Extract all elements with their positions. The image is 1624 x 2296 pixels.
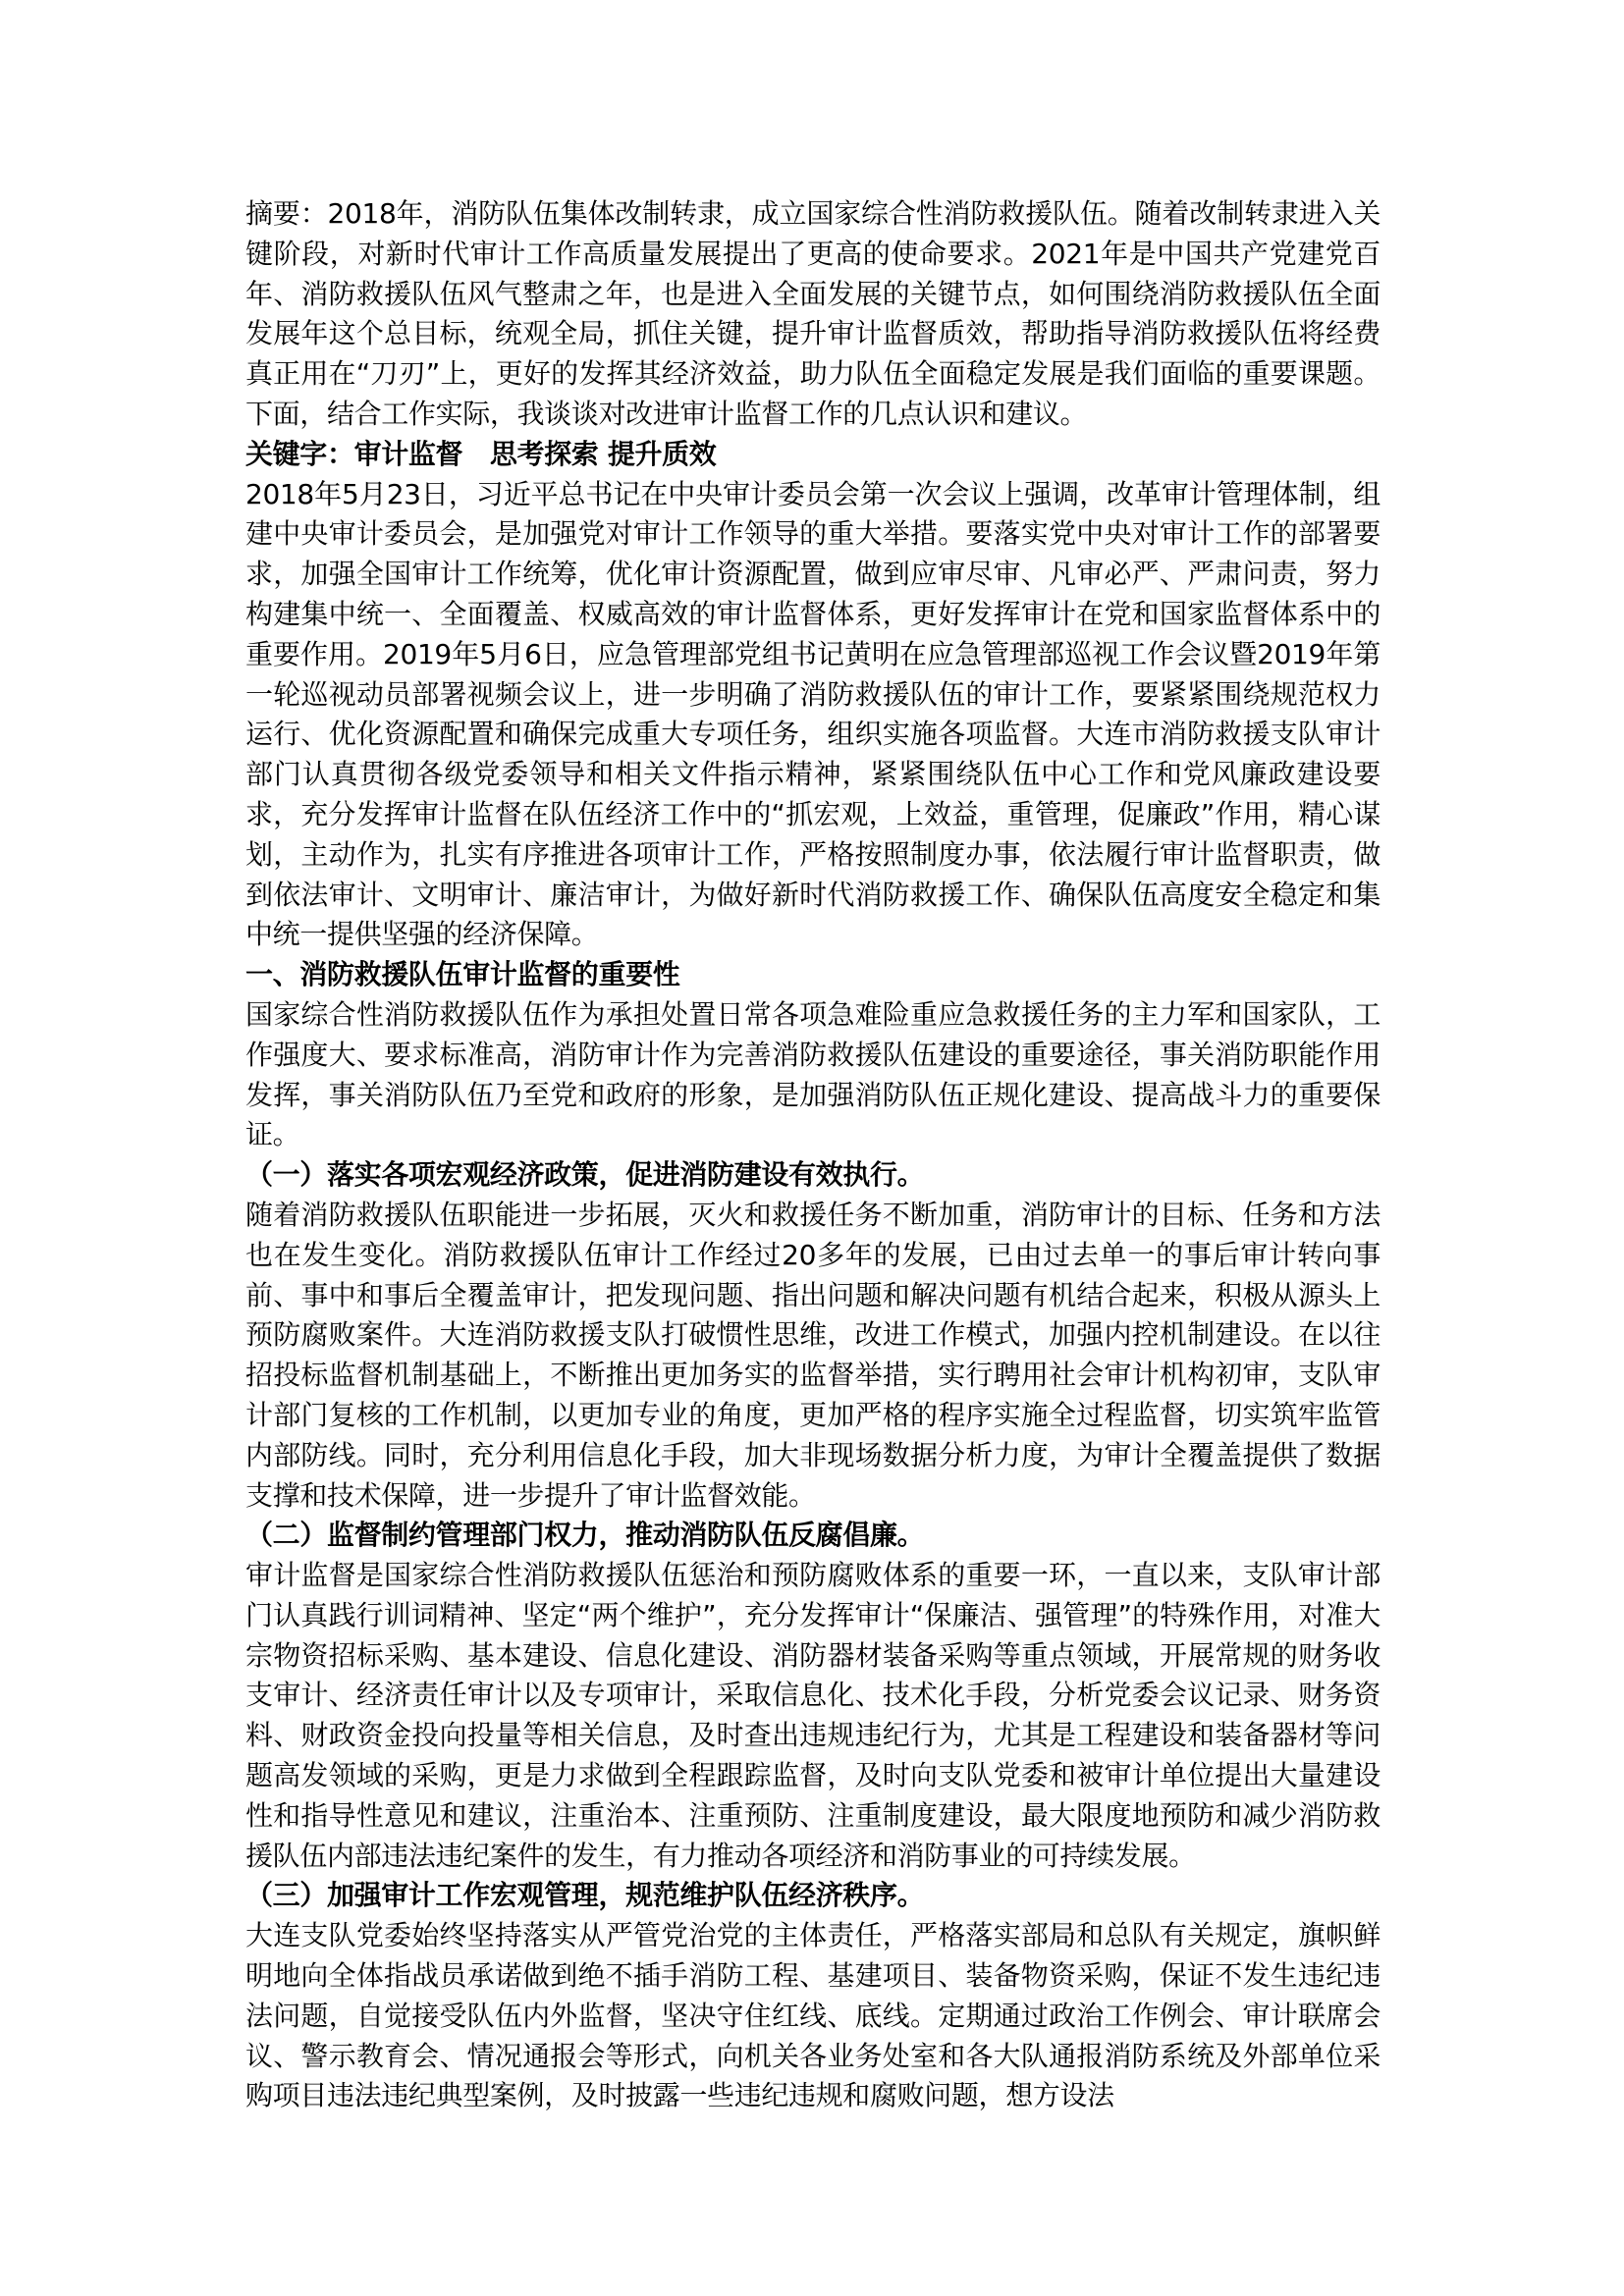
subsection-3-paragraph: 大连支队党委始终坚持落实从严管党治党的主体责任，严格落实部局和总队有关规定，旗帜鲜明地向全体指战员承诺做到绝不插手消防工程、基建项目、装备物资采购，保证不发生违纪违法问题，自觉接受队伍内外监督，坚决守住红线、底线。定期通过政治工作例会、审计联席会议、警示教育会、情况通报会等形式，向机关各业务处室和各大队通报消防系统及外部单位采购项目违法违纪典型案例，及时披露一些违纪违规和腐败问题，想方设法 <box>245 1919 1380 2112</box>
intro-paragraph: 2018年5月23日，习近平总书记在中央审计委员会第一次会议上强调，改革审计管理体制，组建中央审计委员会，是加强党对审计工作领导的重大举措。要落实党中央对审计工作的部署要求，加强全国审计工作统筹，优化审计资源配置，做到应审尽审、凡审必严、严肃问责，努力构建集中统一、全面覆盖、权威高效的审计监督体系，更好发挥审计在党和国家监督体系中的重要作用。2019年5月6日，应急管理部党组书记黄明在应急管理部巡视工作会议暨2019年第一轮巡视动员部署视频会议上，进一步明确了消防救援队伍的审计工作，要紧紧围绕规范权力运行、优化资源配置和确保完成重大专项任务，组织实施各项监督。大连市消防救援支队审计部门认真贯彻各级党委领导和相关文件指示精神，紧紧围绕队伍中心工作和党风廉政建设要求，充分发挥审计监督在队伍经济工作中的“抓宏观，上效益，重管理，促廉政”作用，精心谋划，主动作为，扎实有序推进各项审计工作，严格按照制度办事，依法履行审计监督职责，做到依法审计、文明审计、廉洁审计，为做好新时代消防救援工作、确保队伍高度安全稳定和集中统一提供坚强的经济保障。 <box>245 477 1380 951</box>
section-1-heading: 一、消防救援队伍审计监督的重要性 <box>245 958 680 991</box>
document-page <box>245 194 1380 2116</box>
subsection-1-heading: （一）落实各项宏观经济政策，促进消防建设有效执行。 <box>245 1158 925 1192</box>
subsection-2-paragraph: 审计监督是国家综合性消防救援队伍惩治和预防腐败体系的重要一环，一直以来，支队审计部门认真践行训词精神、坚定“两个维护”，充分发挥审计“保廉洁、强管理”的特殊作用，对准大宗物资招标采购、基本建设、信息化建设、消防器材装备采购等重点领域，开展常规的财务收支审计、经济责任审计以及专项审计，采取信息化、技术化手段，分析党委会议记录、财务资料、财政资金投向投量等相关信息，及时查出违规违纪行为，尤其是工程建设和装备器材等问题高发领域的采购，更是力求做到全程跟踪监督，及时向支队党委和被审计单位提出大量建设性和指导性意见和建议，注重治本、注重预防、注重制度建设，最大限度地预防和减少消防救援队伍内部违法违纪案件的发生，有力推动各项经济和消防事业的可持续发展。 <box>245 1559 1380 1872</box>
subsection-3-heading: （三）加强审计工作宏观管理，规范维护队伍经济秩序。 <box>245 1879 925 1912</box>
subsection-1-paragraph: 随着消防救援队伍职能进一步拓展，灭火和救援任务不断加重，消防审计的目标、任务和方法也在发生变化。消防救援队伍审计工作经过20多年的发展，已由过去单一的事后审计转向事前、事中和事后全覆盖审计，把发现问题、指出问题和解决问题有机结合起来，积极从源头上预防腐败案件。大连消防救援支队打破惯性思维，改进工作模式，加强内控机制建设。在以往招投标监督机制基础上，不断推出更加务实的监督举措，实行聘用社会审计机构初审，支队审计部门复核的工作机制，以更加专业的角度，更加严格的程序实施全过程监督，切实筑牢监管内部防线。同时，充分利用信息化手段，加大非现场数据分析力度，为审计全覆盖提供了数据支撑和技术保障，进一步提升了审计监督效能。 <box>245 1198 1380 1512</box>
abstract-paragraph: 摘要：2018年，消防队伍集体改制转隶，成立国家综合性消防救援队伍。随着改制转隶进入关键阶段，对新时代审计工作高质量发展提出了更高的使命要求。2021年是中国共产党建党百年、消防救援队伍风气整肃之年，也是进入全面发展的关键节点，如何围绕消防救援队伍全面发展年这个总目标，统观全局，抓住关键，提升审计监督质效，帮助指导消防救援队伍将经费真正用在“刀刃”上，更好的发挥其经济效益，助力队伍全面稳定发展是我们面临的重要课题。下面，结合工作实际，我谈谈对改进审计监督工作的几点认识和建议。 <box>245 197 1380 430</box>
keywords-label: 关键字： <box>245 437 354 470</box>
subsection-2-heading: （二）监督制约管理部门权力，推动消防队伍反腐倡廉。 <box>245 1519 925 1552</box>
section-1-paragraph: 国家综合性消防救援队伍作为承担处置日常各项急难险重应急救援任务的主力军和国家队，工作强度大、要求标准高，消防审计作为完善消防救援队伍建设的重要途径，事关消防职能作用发挥，事关消防队伍乃至党和政府的形象，是加强消防队伍正规化建设、提高战斗力的重要保证。 <box>245 997 1380 1151</box>
keywords-text: 审计监督 思考探索 提升质效 <box>353 437 717 470</box>
keywords-line <box>245 435 1380 475</box>
